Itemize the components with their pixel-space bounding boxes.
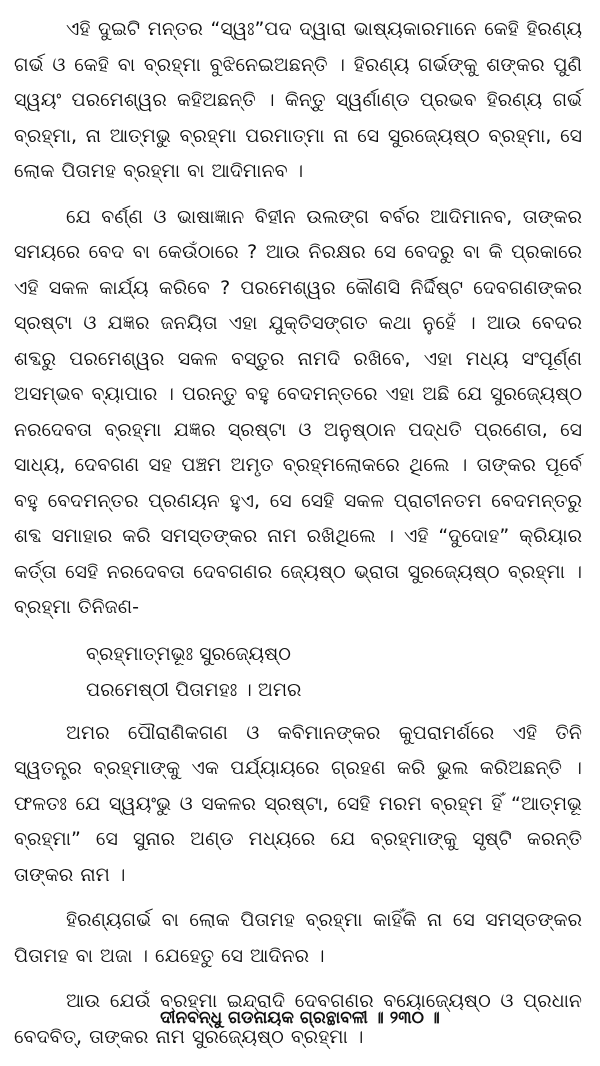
paragraph-1: ଏହି ଦୁଇଟି ମନ୍ତର “ସ୍ୱଃ”ପଦ ଦ୍ୱାରା ଭାଷ୍ୟକାରମାନେ କେହି ହିରଣ୍ୟ ଗର୍ଭ ଓ କେହି ବା ବ୍ରହ୍ମା ବୁଝିନେଇଅଛନ୍ତି । ହିରଣ୍ୟ ଗର୍ଭଙ୍କୁ ଶଙ୍କର ପୁଣି ସ୍ୱୟଂ ପରମେଶ୍ୱର କହିଅଛନ୍ତି । କିନ୍ତୁ ସ୍ୱର୍ଣାଣ୍ଡ ପ୍ରଭବ ହିରଣ୍ୟ ଗର୍ଭ ବ୍ରହ୍ମା, ନା ଆତ୍ମଭୁ ବ୍ରହ୍ମା ପରମାତ୍ମା ନା ସେ ସୁରଜ୍ୟେଷ୍ଠ ବ୍ରହ୍ମା, ସେ ଲୋକ ପିତାମହ ବ୍ରହ୍ମା ବା ଆଦିମାନବ । bbox=[14, 18, 582, 182]
paragraph-3: ଅମର ପୌରାଣିକଗଣ ଓ କବିମାନଙ୍କର କୁପରାମର୍ଶରେ ଏହି ତିନି ସ୍ୱତନ୍ତ୍ର ବ୍ରହ୍ମାଙ୍କୁ ଏକ ପର୍ଯ୍ୟାୟରେ ଗ୍ରହଣ କରି ଭୁଲ କରିଅଛନ୍ତି । ଫଳତଃ ଯେ ସ୍ୱୟଂଭୁ ଓ ସକଳର ସ୍ରଷ୍ଟା, ସେହି ମରମ ବ୍ରହ୍ମ ହିଁ “ଆତ୍ମଭୂ ବ୍ରହ୍ମା” ସେ ସୁନାର ଅଣ୍ଡ ମଧ୍ୟରେ ଯେ ବ୍ରହ୍ମାଙ୍କୁ ସୃଷ୍ଟି କରନ୍ତି ତାଙ୍କର ନାମ । bbox=[14, 721, 582, 886]
verse-line-1: ବ୍ରହ୍ମାତ୍ମଭୂଃ ସୁରଜ୍ୟେଷ୍ଠ bbox=[86, 642, 291, 665]
verse-block bbox=[14, 636, 582, 708]
page-footer: ଦୀନବନ୍ଧୁ ଗଡନାୟକ ଗ୍ରନ୍ଥାବଳୀ ॥ ୨୩୦ ॥ bbox=[160, 1008, 440, 1028]
verse-line-2: ପରମେଷ୍ଠୀ ପିତାମହଃ । ଅମର bbox=[86, 678, 302, 701]
paragraph-4: ହିରଣ୍ୟଗର୍ଭ ବା ଲୋକ ପିତାମହ ବ୍ରହ୍ମା କାହିଁକି ନା ସେ ସମସ୍ତଙ୍କର ପିତାମହ ବା ଅଜା । ଯେହେତୁ ସେ ଆଦିନର । bbox=[14, 909, 582, 967]
paragraph-2: ଯେ ବର୍ଣ୍ଣ ଓ ଭାଷାଜ୍ଞାନ ବିହୀନ ଉଲଙ୍ଗ ବର୍ବର ଆଦିମାନବ, ତାଙ୍କର ସମୟରେ ବେଦ ବା କେଉଁଠାରେ ? ଆଉ ନିରକ୍ଷର ସେ ବେଦରୁ ବା କି ପ୍ରକାରେ ଏହି ସକଳ କାର୍ଯ୍ୟ କରିବେ ? ପରମେଶ୍ୱର କୌଣସି ନିର୍ଦ୍ଦିଷ୍ଟ ଦେବଗଣଙ୍କର ସ୍ରଷ୍ଟା ଓ ଯଜ୍ଞର ଜନୟିତା ଏହା ଯୁକ୍ତିସଙ୍ଗତ କଥା ନୁହେଁ । ଆଉ ବେଦର ଶବ୍ଦରୁ ପରମେଶ୍ୱର ସକଳ ବସ୍ତୁର ନାମଦି ରଖିବେ, ଏହା ମଧ୍ୟ ସଂପୂର୍ଣ୍ଣ ଅସମ୍ଭବ ବ୍ୟାପାର । ପରନ୍ତୁ ବହୁ ବେଦମନ୍ତରେ ଏହା ଅଛି ଯେ ସୁରଜ୍ୟେଷ୍ଠ ନରଦେବତା ବ୍ରହ୍ମା ଯଜ୍ଞର ସ୍ରଷ୍ଟା ଓ ଅନୁଷ୍ଠାନ ପଦ୍ଧତି ପ୍ରଣେତା, ସେ ସାଧ୍ୟ, ଦେବଗଣ ସହ ପଞ୍ଚମ ଅମୃତ ବ୍ରହ୍ମଲୋକରେ ଥିଲେ । ତାଙ୍କର ପୂର୍ବେ ବହୁ ବେଦମନ୍ତର ପ୍ରଣୟନ ହୁଏ, ସେ ସେହି ସକଳ ପ୍ରାଚୀନତମ ବେଦମନ୍ତରୁ ଶବ୍ଦ ସମାହାର କରି ସମସ୍ତଙ୍କର ନାମ ରଖିଥିଲେ । ଏହି “ଦୁଦୋହ” କ୍ରିୟାର କର୍ତ୍ତା ସେହି ନରଦେବତା ଦେବଗଣର ଜ୍ୟେଷ୍ଠ ଭ୍ରାତା ସୁରଜ୍ୟେଷ୍ଠ ବ୍ରହ୍ମା । ବ୍ରହ୍ମା ତିନିଜଣ- bbox=[14, 205, 582, 618]
paragraph-5: ଆଉ ଯେଉଁ ବ୍ରହ୍ମା ଇନ୍ଦ୍ରାଦି ଦେବଗଣର ବୟୋଜ୍ୟେଷ୍ଠ ଓ ପ୍ରଧାନ ବେଦବିତ୍, ତାଙ୍କର ନାମ ସୁରଜ୍ୟେଷ୍ଠ ବ୍ରହ୍ମା । bbox=[14, 990, 582, 1048]
